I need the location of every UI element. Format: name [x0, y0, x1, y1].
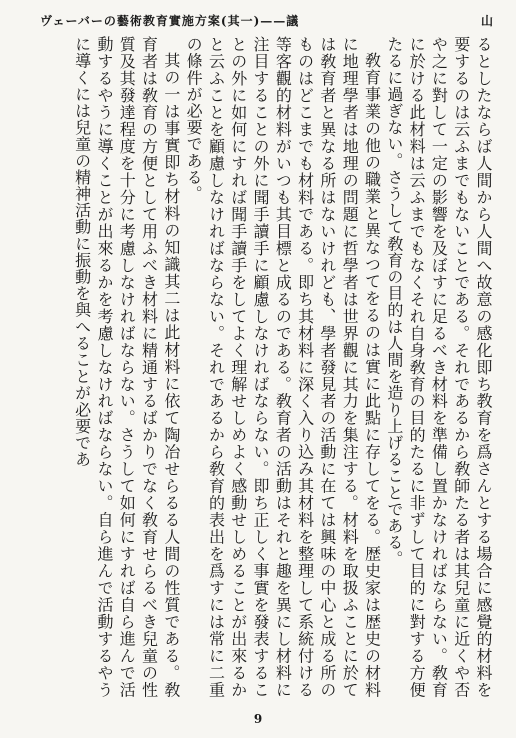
page-number: 9 — [253, 712, 263, 726]
paragraph: るとしたならば人間から人間へ故意の感化即ち教育を爲さんとする場合に感覺的材料を要するのは云ふまでもないことである。それであるから敎師たる者は其兒童に近くや否や之に對して一定の影響を及ぼすに足るべき材料を準備し置かなければならない。敎育に於ける此材料は云ふまでもなくそれ自身敎育の目的たるに非ずして目的に對する方便たるに過ぎない。さうして敎育の目的は人間を造り上げることである。 — [384, 36, 493, 698]
header-right: 山 — [480, 13, 494, 28]
paragraph: 其の一は事實即ち材料の知識其二は此材料に依て陶冶せらるる人間の性質である。敎育者は敎育の方便として用ふべき材料に精通するばかりでなく敎育せらるべき兒童の性質及其發達程度を十分に考慮しなければならない。さうして如何にすれば自ら進んで活動するやうに導くことが出來るかを考慮しなければならない。自ら進んで活動するやうに導くには兒童の精神活動に振動を與へることが必要であ — [72, 36, 181, 698]
paragraph: 敎育事業の他の職業と異なつてをるのは實に此點に存してをる。歴史家は歴史の材料に地理學者は地理の問題に哲學者は世界觀に其力を集注する。材料を取扱ふことに於ては敎育者と異なる所はないけれども、學者發見者の活動に在ては興味の中心と成る所のものはどこまでも材料である。即ち其材料に深く入り込み其材料を整理して系統付ける等客觀的材料がいつも其目標と成るのである。敎育者の活動はそれと趣を異にし材料に注目することの外に聞手讀手に顧慮しなければならない。即ち正しく事實を發表することの外に如何にすれば聞手讀手をしてよく理解せしめよく感動せしめることが出來るかと云ふことを顧慮しなければならない。それであるから敎育的表出を爲すには常に二重の條件が必要である。 — [184, 36, 382, 698]
header-left: ヴェーバーの藝術教育實施方案(其一)——議 — [40, 13, 300, 28]
running-header — [40, 10, 494, 30]
body-text — [24, 36, 494, 698]
